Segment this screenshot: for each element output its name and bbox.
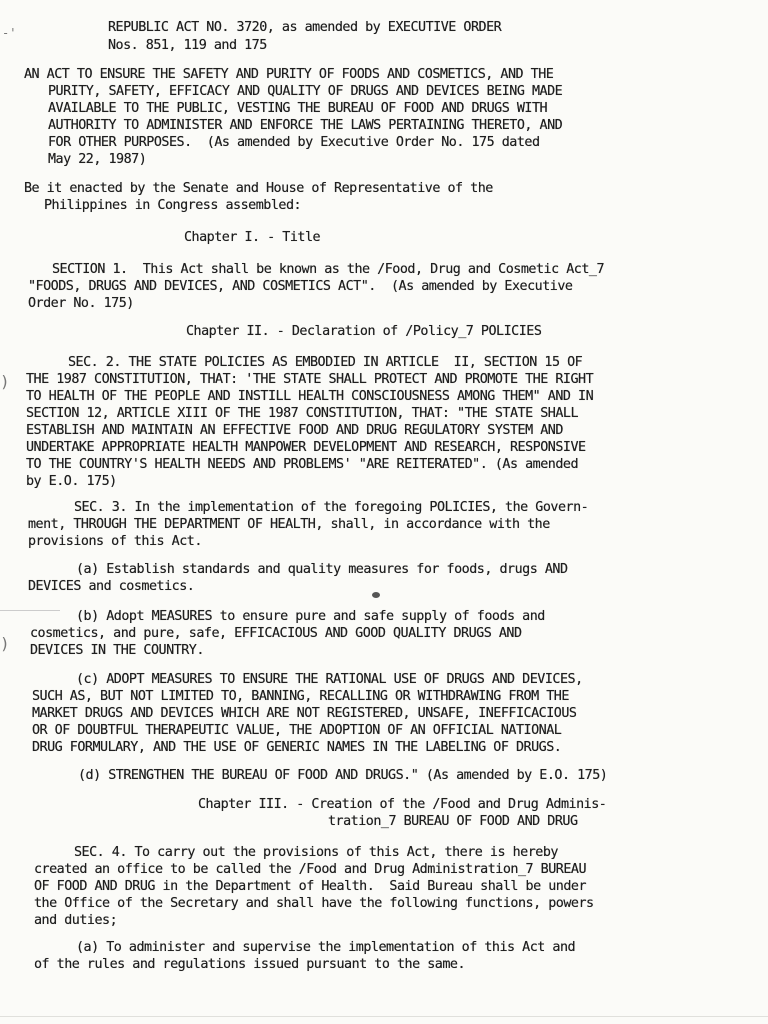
section-4-a-line: of the rules and regulations issued pursuant to the same.	[34, 957, 466, 972]
item-c-line: (c) ADOPT MEASURES TO ENSURE THE RATIONAL USE OF DRUGS AND DEVICES,	[76, 672, 583, 687]
act-title-line: AN ACT TO ENSURE THE SAFETY AND PURITY OF FOODS AND COSMETICS, AND THE	[24, 67, 554, 82]
section-3-line: provisions of this Act.	[28, 534, 202, 549]
section-1-line: SECTION 1. This Act shall be known as the /Food, Drug and Cosmetic Act_7	[52, 262, 605, 277]
section-2-line: TO HEALTH OF THE PEOPLE AND INSTILL HEALTH CONSCIOUSNESS AMONG THEM" AND IN	[26, 389, 594, 404]
section-2-line: SECTION 12, ARTICLE XIII OF THE 1987 CONSTITUTION, THAT: "THE STATE SHALL	[26, 406, 579, 421]
section-3-line: SEC. 3. In the implementation of the foregoing POLICIES, the Govern-	[74, 500, 589, 515]
enactment-line: Philippines in Congress assembled:	[44, 198, 302, 213]
item-b-line: cosmetics, and pure, safe, EFFICACIOUS AND GOOD QUALITY DRUGS AND	[30, 626, 522, 641]
section-3-line: ment, THROUGH THE DEPARTMENT OF HEALTH, shall, in accordance with the	[28, 517, 550, 532]
scan-artifact	[372, 592, 380, 598]
section-2-line: UNDERTAKE APPROPRIATE HEALTH MANPOWER DEVELOPMENT AND RESEARCH, RESPONSIVE	[26, 440, 586, 455]
item-c-line: MARKET DRUGS AND DEVICES WHICH ARE NOT REGISTERED, UNSAFE, INEFFICACIOUS	[32, 706, 577, 721]
section-2-line: by E.O. 175)	[26, 474, 117, 489]
act-title-line: PURITY, SAFETY, EFFICACY AND QUALITY OF DRUGS AND DEVICES BEING MADE	[48, 84, 563, 99]
scan-artifact	[0, 1016, 768, 1017]
chapter-3-heading: tration_7 BUREAU OF FOOD AND DRUG	[328, 814, 578, 829]
header-line-2: Nos. 851, 119 and 175	[108, 38, 267, 53]
section-4-line: created an office to be called the /Food and Drug Administration_7 BUREAU	[34, 862, 587, 877]
scan-artifact: )	[0, 372, 10, 391]
act-title-line: AUTHORITY TO ADMINISTER AND ENFORCE THE LAWS PERTAINING THERETO, AND	[48, 118, 563, 133]
chapter-2-heading: Chapter II. - Declaration of /Policy_7 POLICIES	[186, 324, 542, 339]
enactment-line: Be it enacted by the Senate and House of Representative of the	[24, 181, 493, 196]
item-a-line: DEVICES and cosmetics.	[28, 579, 195, 594]
act-title-line: AVAILABLE TO THE PUBLIC, VESTING THE BUREAU OF FOOD AND DRUGS WITH	[48, 101, 548, 116]
item-c-line: DRUG FORMULARY, AND THE USE OF GENERIC NAMES IN THE LABELING OF DRUGS.	[32, 740, 562, 755]
section-4-line: OF FOOD AND DRUG in the Department of Health. Said Bureau shall be under	[34, 879, 587, 894]
item-b-line: DEVICES IN THE COUNTRY.	[30, 643, 204, 658]
section-2-line: TO THE COUNTRY'S HEALTH NEEDS AND PROBLEMS' "ARE REITERATED". (As amended	[26, 457, 579, 472]
item-d-line: (d) STRENGTHEN THE BUREAU OF FOOD AND DRUGS." (As amended by E.O. 175)	[78, 768, 608, 783]
section-2-line: ESTABLISH AND MAINTAIN AN EFFECTIVE FOOD AND DRUG REGULATORY SYSTEM AND	[26, 423, 563, 438]
chapter-1-heading: Chapter I. - Title	[184, 230, 321, 245]
section-4-line: and duties;	[34, 913, 118, 928]
section-2-line: THE 1987 CONSTITUTION, THAT: 'THE STATE SHALL PROTECT AND PROMOTE THE RIGHT	[26, 372, 594, 387]
scan-artifact	[0, 610, 60, 611]
scan-artifact: )	[0, 634, 10, 653]
item-c-line: OR OF DOUBTFUL THERAPEUTIC VALUE, THE ADOPTION OF AN OFFICIAL NATIONAL	[32, 723, 562, 738]
act-title-line: May 22, 1987)	[48, 152, 147, 167]
section-2-line: SEC. 2. THE STATE POLICIES AS EMBODIED IN ARTICLE II, SECTION 15 OF	[68, 355, 583, 370]
section-1-line: Order No. 175)	[28, 296, 134, 311]
item-a-line: (a) Establish standards and quality measures for foods, drugs AND	[76, 562, 568, 577]
section-4-line: SEC. 4. To carry out the provisions of this Act, there is hereby	[74, 845, 558, 860]
section-4-a-line: (a) To administer and supervise the implementation of this Act and	[76, 940, 576, 955]
header-line-1: REPUBLIC ACT NO. 3720, as amended by EXECUTIVE ORDER	[108, 20, 502, 35]
section-1-line: "FOODS, DRUGS AND DEVICES, AND COSMETICS ACT". (As amended by Executive	[28, 279, 573, 294]
item-b-line: (b) Adopt MEASURES to ensure pure and safe supply of foods and	[76, 609, 545, 624]
section-4-line: the Office of the Secretary and shall have the following functions, powers	[34, 896, 594, 911]
scan-artifact: -'	[2, 26, 17, 40]
chapter-3-heading: Chapter III. - Creation of the /Food and Drug Adminis-	[198, 797, 607, 812]
item-c-line: SUCH AS, BUT NOT LIMITED TO, BANNING, RECALLING OR WITHDRAWING FROM THE	[32, 689, 569, 704]
act-title-line: FOR OTHER PURPOSES. (As amended by Executive Order No. 175 dated	[48, 135, 540, 150]
